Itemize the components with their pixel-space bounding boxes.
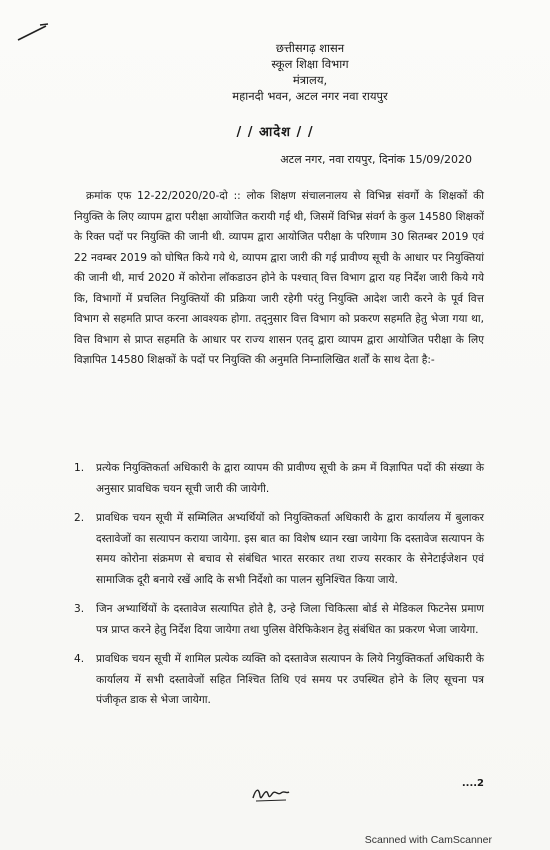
page-continuation-number: ....2 xyxy=(461,778,484,789)
condition-item xyxy=(74,458,484,499)
place-date: अटल नगर, नवा रायपुर, दिनांक 15/09/2020 xyxy=(280,153,472,166)
scanner-watermark: Scanned with CamScanner xyxy=(364,834,492,846)
office-address: महानदी भवन, अटल नगर नवा रायपुर xyxy=(232,89,388,103)
condition-item xyxy=(74,599,484,640)
department-name: स्कूल शिक्षा विभाग xyxy=(271,57,349,71)
ministry-label: मंत्रालय, xyxy=(292,73,328,87)
condition-number: 3. xyxy=(74,603,85,615)
condition-item xyxy=(74,508,484,590)
condition-number: 1. xyxy=(74,462,85,474)
condition-text: जिन अभ्यार्थियों के दस्तावेज सत्यापित होते है, उन्हे जिला चिकित्सा बोर्ड से मेडिकल फिटनेस प्रमाण पत्र प्राप्त करने हेतु निर्देश दिया जायेगा तथा पुलिस वेरिफिकेशन हेतु संबंधित का प्रकरण भेजा जायेगा. xyxy=(96,603,484,636)
pen-stroke-mark xyxy=(16,22,50,42)
letterhead xyxy=(0,40,550,104)
condition-item xyxy=(74,649,484,711)
condition-number: 2. xyxy=(74,512,85,524)
condition-text: प्रत्येक नियुक्तिकर्ता अधिकारी के द्वारा व्यापम की प्रावीण्य सूची के क्रम में विज्ञापित पदों की संख्या के अनुसार प्रावधिक चयन सूची जारी की जायेगी. xyxy=(96,462,484,495)
govt-name: छत्तीसगढ़ शासन xyxy=(275,41,345,55)
condition-text: प्रावधिक चयन सूची में सम्मिलित अभ्यर्थियों को नियुक्तिकर्ता अधिकारी के द्वारा कार्यालय में बुलाकर दस्तावेजों का सत्यापन कराया जायेगा. इस बात का विशेष ध्यान रखा जायेगा कि दस्तावेज सत्यापन के समय कोरोना संक्रमण से बचाव से संबंधित भारत सरकार तथा राज्य सरकार के सेनेटाईजेशन एवं सामाजिक दूरी बनाये रखें आदि के सभी निर्देशो का पालन सुनिश्चित किया जाये. xyxy=(96,512,484,586)
condition-text: प्रावधिक चयन सूची में शामिल प्रत्येक व्यक्ति को दस्तावेज सत्यापन के लिये नियुक्तिकर्ता अधिकारी के कार्यालय में सभी दस्तावेजों सहित निश्चित तिथि एवं समय पर उपस्थित होने के लिए सूचना पत्र पंजीकृत डाक से भेजा जायेगा. xyxy=(96,653,484,706)
body-paragraph: क्रमांक एफ 12-22/2020/20-दो :: लोक शिक्षण संचालनालय से विभिन्न संवर्गो के शिक्षकों की नियुक्ति के लिए व्यापम द्वारा परीक्षा आयोजित करायी गई थी, जिसमें विभिन्न संवर्ग के कुल 14580 शिक्षकों के रिक्त पदों पर नियुक्ति की जानी थी. व्यापम द्वारा आयोजित परीक्षा के परिणाम 30 सितम्बर 2019 एवं 22 नवम्बर 2019 को घोषित किये गये थे, व्यापम द्वारा जारी की गई प्रावीण्य सूची के आधार पर नियुक्तियां की जानी थी, मार्च 2020 में कोरोना लॉकडाउन होने के पश्चात् वित्त विभाग द्वारा यह निर्देश जारी किये गये कि, विभागों में प्रचलित नियुक्तियों की प्रक्रिया जारी रहेगी परंतु नियुक्ति आदेश जारी करने के पूर्व वित्त विभाग से सहमति प्राप्त करना आवश्यक होगा. तद्नुसार वित्त विभाग को प्रकरण सहमति हेतु भेजा गया था, वित्त विभाग से प्राप्त सहमति के आधार पर राज्य शासन एतद् द्वारा व्यापम द्वारा आयोजित परीक्षा के लिए विज्ञापित 14580 शिक्षकों के पदों पर नियुक्ति की अनुमति निम्नालिखित शर्तों के साथ देता है:- xyxy=(74,190,484,366)
condition-number: 4. xyxy=(74,653,85,665)
conditions-list xyxy=(74,458,484,720)
order-title: / / आदेश / / xyxy=(236,125,314,140)
signature-mark xyxy=(250,782,292,804)
order-body xyxy=(74,186,484,371)
